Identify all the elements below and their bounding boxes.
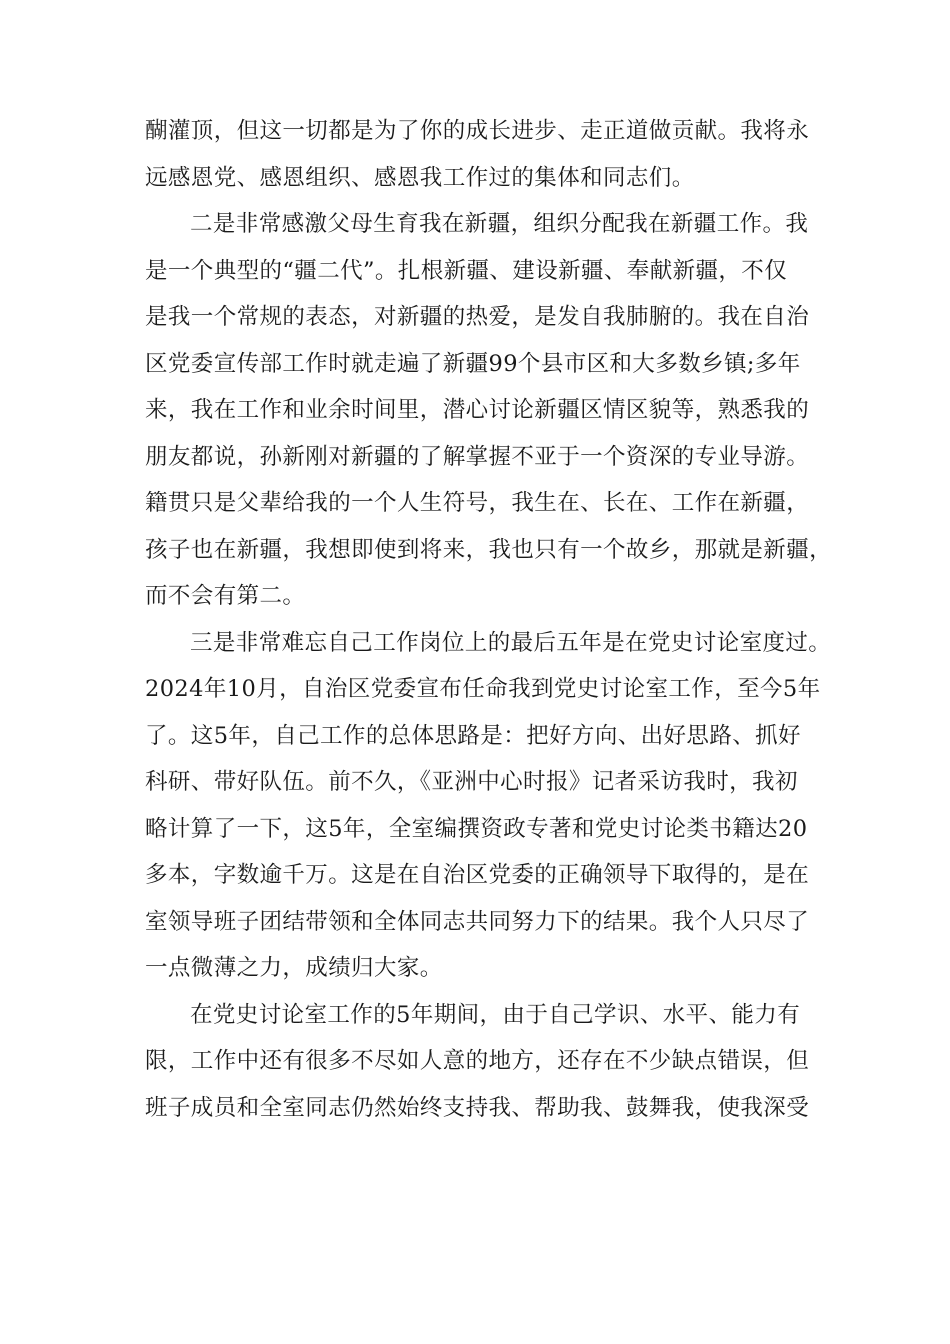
text-line: 班子成员和全室同志仍然始终支持我、帮助我、鼓舞我，使我深受 xyxy=(145,1094,810,1121)
text-line: 区党委宣传部工作时就走遍了新疆99个县市区和大多数乡镇;多年 xyxy=(145,350,801,377)
text-line: 多本，字数逾千万。这是在自治区党委的正确领导下取得的，是在 xyxy=(145,862,810,888)
text-line: 了。这5年，自己工作的总体思路是：把好方向、出好思路、抓好 xyxy=(145,722,801,749)
text-line: 室领导班子团结带领和全体同志共同努力下的结果。我个人只尽了 xyxy=(145,908,810,935)
text-line: 在党史讨论室工作的5年期间，由于自己学识、水平、能力有 xyxy=(190,1001,801,1028)
text-line: 来，我在工作和业余时间里，潜心讨论新疆区情区貌等，熟悉我的 xyxy=(145,397,810,423)
text-line: 而不会有第二。 xyxy=(145,583,306,609)
text-line: 是一个典型的“疆二代”。扎根新疆、建设新疆、奉献新疆，不仅 xyxy=(145,257,788,284)
text-line: 籍贯只是父辈给我的一个人生符号，我生在、长在、工作在新疆， xyxy=(145,490,810,516)
text-line: 远感恩党、感恩组织、感恩我工作过的集体和同志们。 xyxy=(145,164,695,191)
text-line: 朋友都说，孙新刚对新疆的了解掌握不亚于一个资深的专业导游。 xyxy=(145,443,810,470)
text-line: 科研、带好队伍。前不久，《亚洲中心时报》记者采访我时，我初 xyxy=(145,769,798,795)
text-line: 略计算了一下，这5年，全室编撰资政专著和党史讨论类书籍达20 xyxy=(145,815,808,842)
text-line: 孩子也在新疆，我想即使到将来，我也只有一个故乡，那就是新疆， xyxy=(145,536,833,563)
text-line: 醐灌顶，但这一切都是为了你的成长进步、走正道做贡献。我将永 xyxy=(145,118,810,144)
text-line: 一点微薄之力，成绩归大家。 xyxy=(145,955,443,981)
text-line: 二是非常感激父母生育我在新疆，组织分配我在新疆工作。我 xyxy=(190,211,809,237)
text-line: 是我一个常规的表态，对新疆的热爱，是发自我肺腑的。我在自治 xyxy=(145,304,810,330)
body-text xyxy=(145,108,833,1131)
text-line: 三是非常难忘自己工作岗位上的最后五年是在党史讨论室度过。 xyxy=(190,629,832,656)
text-line: 2024年10月，自治区党委宣布任命我到党史讨论室工作，至今5年 xyxy=(145,676,821,702)
text-line: 限，工作中还有很多不尽如人意的地方，还存在不少缺点错误，但 xyxy=(145,1048,810,1074)
